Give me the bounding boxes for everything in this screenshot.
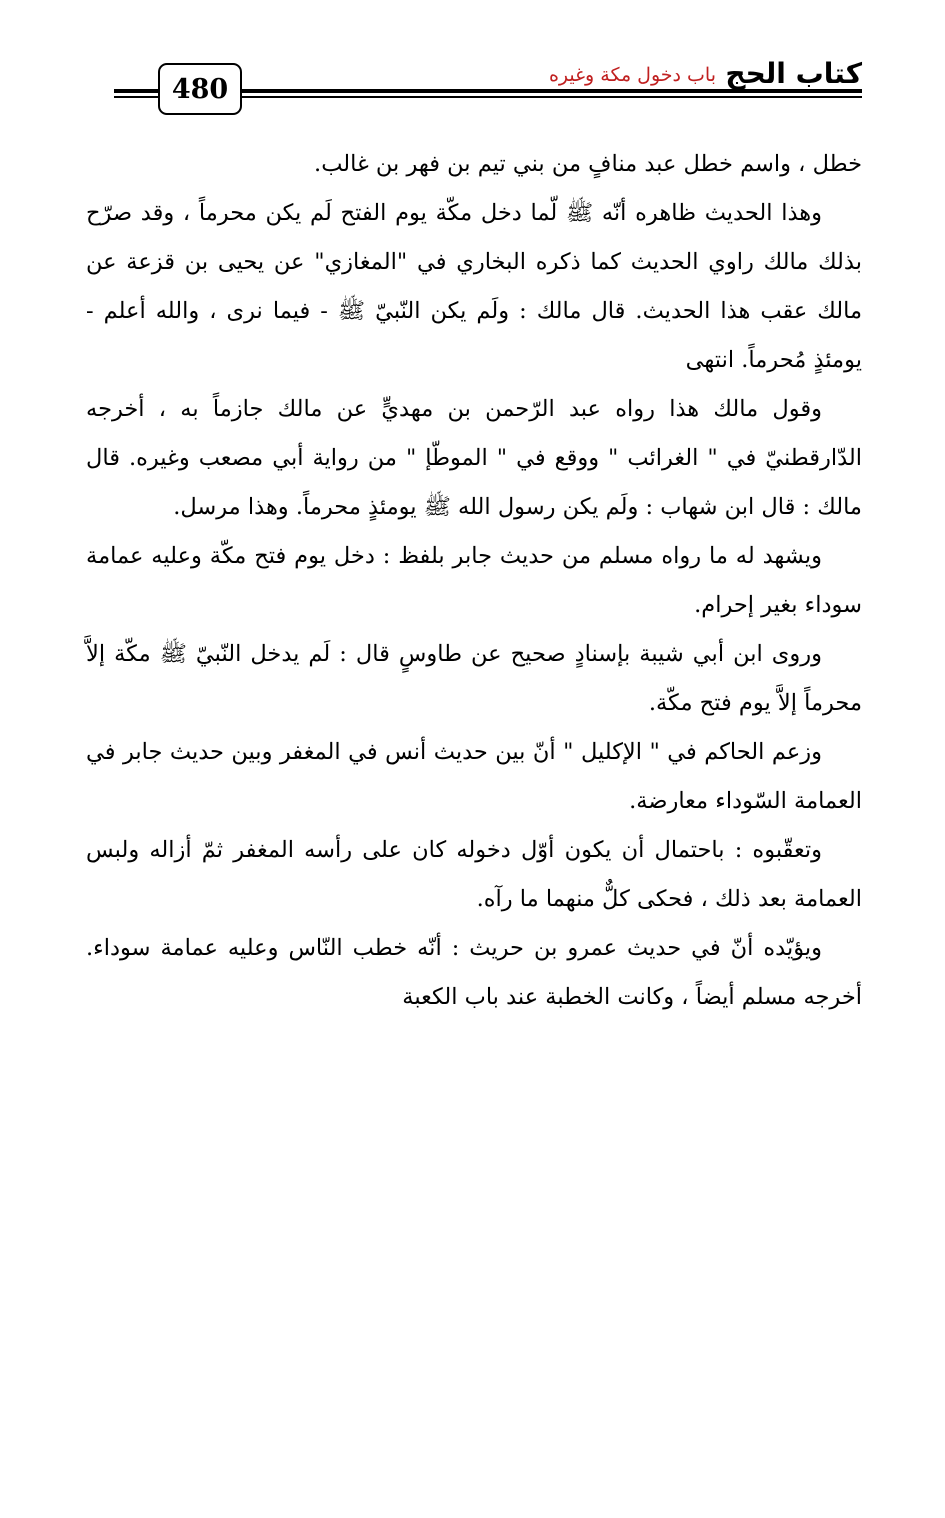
paragraph: وزعم الحاكم في " الإكليل " أنّ بين حديث أنس في المغفر وبين حديث جابر في العمامة السّوداء معارضة. bbox=[86, 739, 862, 814]
book-title: كتاب الحج bbox=[725, 57, 862, 90]
paragraph: وقول مالك هذا رواه عبد الرّحمن بن مهديٍّ عن مالك جازماً به ، أخرجه الدّارقطنيّ في " الغرائب " ووقع في " الموطّإ " من رواية أبي مصعب وغيره. قال مالك : قال ابن شهاب : ولَم يكن رسول الله ﷺ يومئذٍ محرماً. وهذا مرسل. bbox=[86, 396, 862, 520]
paragraph: وروى ابن أبي شيبة بإسنادٍ صحيح عن طاوسٍ قال : لَم يدخل النّبيّ ﷺ مكّة إلاَّ محرماً إلاَّ يوم فتح مكّة. bbox=[86, 641, 862, 716]
page-body bbox=[86, 140, 862, 1022]
page-number: 480 bbox=[158, 63, 242, 115]
paragraph: ويؤيّده أنّ في حديث عمرو بن حريث : أنّه خطب النّاس وعليه عمامة سوداء. أخرجه مسلم أيضاً ، وكانت الخطبة عند باب الكعبة bbox=[86, 935, 862, 1010]
chapter-title: باب دخول مكة وغيره bbox=[548, 64, 716, 86]
paragraph: خطل ، واسم خطل عبد منافٍ من بني تيم بن فهر بن غالب. bbox=[314, 151, 862, 177]
paragraph: ويشهد له ما رواه مسلم من حديث جابر بلفظ : دخل يوم فتح مكّة وعليه عمامة سوداء بغير إحرام. bbox=[86, 543, 862, 618]
paragraph: وهذا الحديث ظاهره أنّه ﷺ لّما دخل مكّة يوم الفتح لَم يكن محرماً ، وقد صرّح بذلك مالك راوي الحديث كما ذكره البخاري في "المغازي" عن يحيى بن قزعة عن مالك عقب هذا الحديث. قال مالك : ولَم يكن النّبيّ ﷺ - فيما نرى ، والله أعلم - يومئذٍ مُحرماً. انتهى bbox=[86, 200, 862, 373]
paragraph: وتعقّبوه : باحتمال أن يكون أوّل دخوله كان على رأسه المغفر ثمّ أزاله ولبس العمامة بعد ذلك ، فحكى كلٌّ منهما ما رآه. bbox=[86, 837, 862, 912]
page-header bbox=[114, 56, 862, 126]
